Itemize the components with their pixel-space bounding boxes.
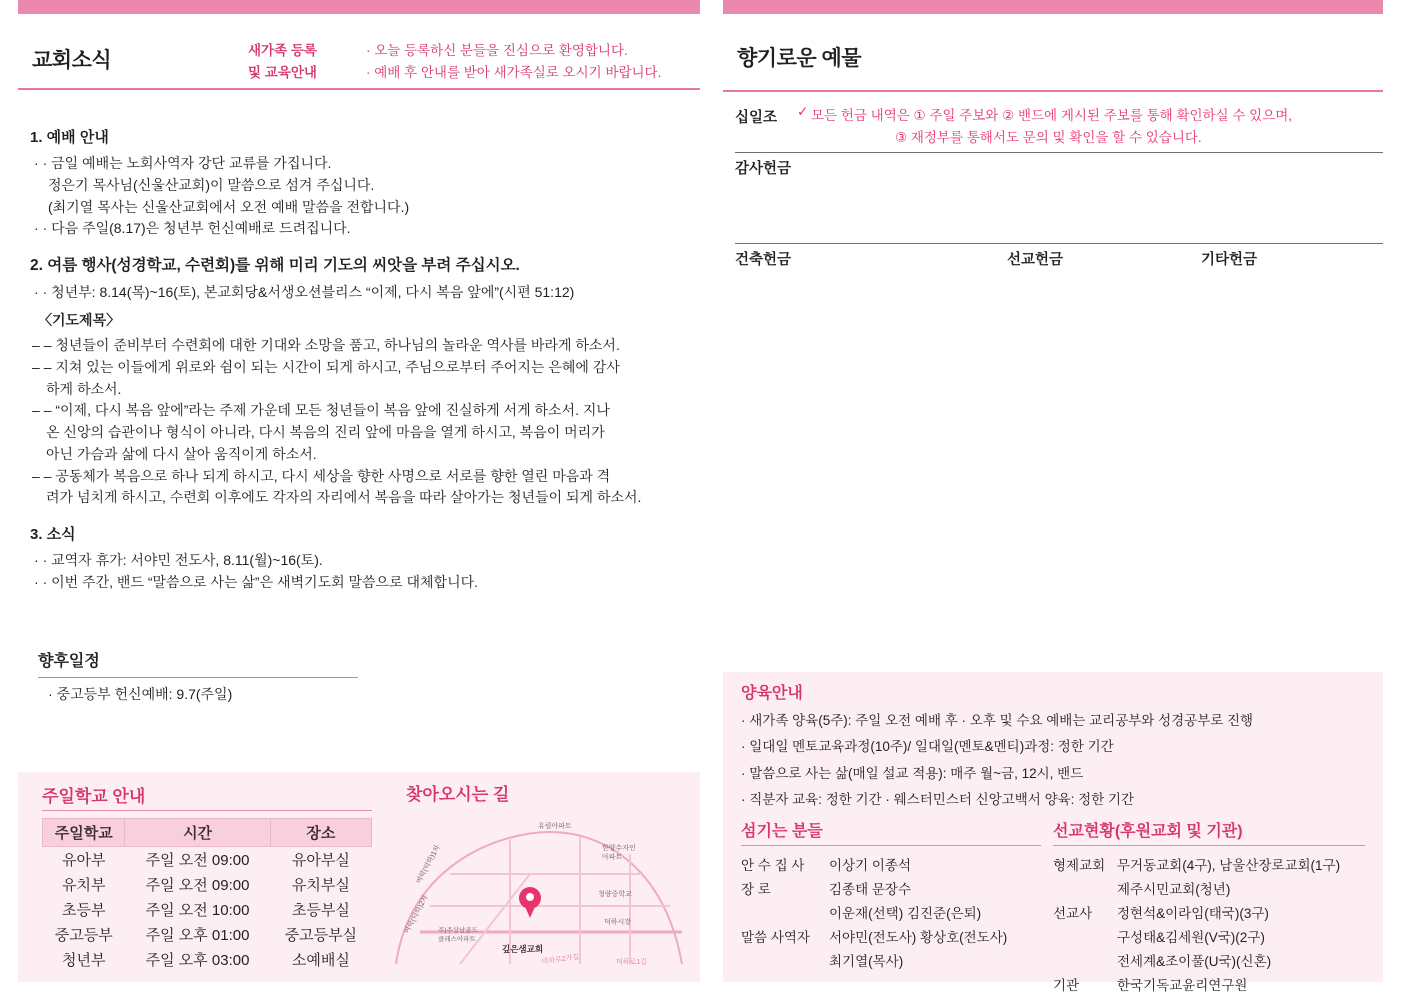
missions-category-blank bbox=[1053, 924, 1117, 948]
location-map bbox=[390, 814, 690, 974]
ledger-label-etc: 기타헌금 bbox=[1201, 252, 1258, 268]
missions-category: 형제교회 bbox=[1053, 858, 1106, 873]
table-row bbox=[43, 847, 372, 873]
servants-section bbox=[741, 818, 1041, 972]
directions-title: 찾아오시는 길 bbox=[406, 785, 510, 804]
table-row bbox=[1053, 972, 1365, 996]
missions-category-blank bbox=[1053, 948, 1117, 972]
table-row bbox=[43, 922, 372, 947]
cell-place: 중고등부실 bbox=[284, 927, 358, 944]
cell-department: 유아부 bbox=[61, 852, 106, 869]
missions-rule bbox=[1053, 845, 1365, 846]
cell-department: 중고등부 bbox=[54, 927, 113, 944]
servants-table bbox=[741, 852, 1041, 972]
missions-value: 한국기독교윤리연구원 bbox=[1117, 978, 1248, 993]
map-label: 덕하시장 bbox=[604, 919, 632, 926]
table-row bbox=[741, 852, 1041, 876]
table-row bbox=[741, 876, 1041, 900]
ledger-row-others bbox=[735, 243, 1383, 334]
prayer-item-cont: 온 신앙의 습관이나 형식이 아니라, 다시 복음의 진리 앞에 마음을 열게 하시고, 복음이 머리가 bbox=[46, 424, 605, 441]
left-body bbox=[30, 112, 690, 594]
section-3-item: · · 교역자 휴가: 서야민 전도사, 8.11(월)~16(토). bbox=[30, 550, 690, 572]
future-schedule-title: 향후일정 bbox=[38, 653, 100, 670]
missions-value: 정현석&이라임(태국)(3구) bbox=[1117, 906, 1269, 921]
map-label: 유림아파트 bbox=[538, 823, 572, 830]
table-row bbox=[741, 948, 1041, 972]
servants-names: 김종태 문장수 bbox=[829, 882, 911, 897]
servants-names: 이운재(선택) 김진준(은퇴) bbox=[829, 906, 982, 921]
map-label: 아파트 bbox=[602, 854, 623, 861]
check-icon: ✓ bbox=[797, 104, 809, 119]
table-row bbox=[1053, 876, 1365, 900]
prayer-item: – – 공동체가 복음으로 하나 되게 하시고, 다시 세상을 향한 사명으로 서로를 향한 열린 마음과 격 bbox=[30, 466, 690, 488]
future-schedule bbox=[38, 648, 358, 704]
right-header-rule bbox=[723, 90, 1383, 92]
ledger-label-thanks: 감사헌금 bbox=[735, 161, 792, 177]
servants-role: 안 수 집 사 bbox=[741, 858, 805, 873]
table-row bbox=[1053, 948, 1365, 972]
col-header-place: 장소 bbox=[270, 819, 371, 847]
sunday-school-title: 주일학교 안내 bbox=[42, 787, 146, 806]
missions-category-blank bbox=[1053, 876, 1117, 900]
col-header-department: 주일학교 bbox=[43, 819, 125, 847]
cell-place: 초등부실 bbox=[291, 902, 350, 919]
cell-department: 유치부 bbox=[61, 877, 106, 894]
servants-names: 서야민(전도사) 황상호(전도사) bbox=[829, 930, 1008, 945]
map-label: 여락(덕하)1차 bbox=[415, 844, 442, 885]
missions-value: 전세계&조이풀(U국)(신혼) bbox=[1117, 954, 1272, 969]
section-1-item: · · 금일 예배는 노회사역자 강단 교류를 가집니다. bbox=[30, 153, 690, 175]
nurture-panel bbox=[723, 672, 1383, 993]
ledger-label-building: 건축헌금 bbox=[735, 252, 792, 268]
ledger-label-mission: 선교헌금 bbox=[1007, 252, 1064, 268]
nurture-item: · 일대일 멘토교육과정(10주)/ 일대일(멘토&멘티)과정: 정한 기간 bbox=[741, 739, 1114, 755]
table-row bbox=[43, 872, 372, 897]
servants-role-blank bbox=[741, 900, 829, 924]
section-1-item: (최기열 목사는 신울산교회에서 오전 예배 말씀을 전합니다.) bbox=[48, 198, 410, 215]
sunday-school-rule bbox=[42, 810, 372, 811]
cell-place: 유아부실 bbox=[291, 852, 350, 869]
map-label: 덕하로1길 bbox=[616, 959, 647, 966]
servants-role: 말씀 사역자 bbox=[741, 930, 810, 945]
map-label: 한양수자인 bbox=[602, 845, 636, 852]
missions-category: 선교사 bbox=[1053, 906, 1093, 921]
tithe-notice-line1: 모든 헌금 내역은 ① 주일 주보와 ② 밴드에 게시된 주보를 통해 확인하실 수 있으며, bbox=[811, 108, 1292, 123]
section-3-item: · · 이번 주간, 밴드 “말씀으로 사는 삶”은 새벽기도회 말씀으로 대체합니다. bbox=[30, 572, 690, 594]
nurture-title: 양육안내 bbox=[741, 685, 803, 702]
section-2-heading: 2. 여름 행사(성경학교, 수련회)를 위해 미리 기도의 씨앗을 부려 주십시오. bbox=[30, 257, 520, 274]
table-row bbox=[1053, 924, 1365, 948]
missions-value: 구성태&김세원(V국)(2구) bbox=[1117, 930, 1265, 945]
servants-role-blank bbox=[741, 948, 829, 972]
ledger-row-thanks bbox=[735, 152, 1383, 243]
table-row bbox=[741, 900, 1041, 924]
prayer-item-cont: 아닌 가슴과 삶에 다시 살아 움직이게 하소서. bbox=[46, 445, 317, 462]
col-header-time: 시간 bbox=[125, 819, 270, 847]
prayer-item-cont: 하게 하소서. bbox=[46, 380, 122, 397]
section-1-item: · · 다음 주일(8.17)은 청년부 헌신예배로 드려집니다. bbox=[30, 218, 690, 240]
missions-section bbox=[1053, 818, 1365, 996]
map-label: 덕하로2가길 bbox=[541, 953, 580, 966]
right-top-bar bbox=[723, 0, 1383, 14]
tithe-label: 십일조 bbox=[735, 110, 778, 126]
cell-time: 주일 오후 03:00 bbox=[145, 952, 250, 969]
page-title-right: 향기로운 예물 bbox=[737, 47, 862, 70]
cell-time: 주일 오전 10:00 bbox=[145, 902, 250, 919]
map-label: 여락(덕하)2차 bbox=[403, 894, 430, 935]
page-title-left: 교회소식 bbox=[32, 49, 112, 72]
table-row bbox=[741, 924, 1041, 948]
missions-category: 기관 bbox=[1053, 978, 1080, 993]
map-label: 클래스아파트 bbox=[438, 936, 476, 943]
map-graphic bbox=[390, 814, 690, 974]
new-family-label: 새가족 등록 및 교육안내 bbox=[248, 43, 317, 80]
prayer-item: – – 청년들이 준비부터 수련회에 대한 기대와 소망을 품고, 하나님의 놀라운 역사를 바라게 하소서. bbox=[30, 335, 690, 357]
future-schedule-rule bbox=[38, 677, 358, 678]
servants-names: 이상기 이종석 bbox=[829, 858, 911, 873]
left-header-rule bbox=[18, 88, 700, 90]
cell-department: 초등부 bbox=[61, 902, 106, 919]
table-row bbox=[43, 897, 372, 922]
section-1-item: 정은기 목사님(신울산교회)이 말씀으로 섬겨 주십니다. bbox=[48, 176, 375, 193]
prayer-item: – – 지쳐 있는 이들에게 위로와 쉼이 되는 시간이 되게 하시고, 주님으로부터 주어지는 은혜에 감사 bbox=[30, 357, 690, 379]
prayer-heading: 〈기도제목〉 bbox=[38, 311, 121, 328]
section-2-item: · · 청년부: 8.14(목)~16(토), 본교회당&서생오션블리스 “이제, 다시 복음 앞에”(시편 51:12) bbox=[30, 282, 690, 304]
cell-time: 주일 오전 09:00 bbox=[145, 852, 250, 869]
servants-names: 최기열(목사) bbox=[829, 954, 904, 969]
map-label: 주)주상남골드 bbox=[438, 927, 478, 934]
nurture-item: · 말씀으로 사는 삶(매일 설교 적용): 매주 월~금, 12시, 밴드 bbox=[741, 765, 1084, 781]
table-row bbox=[43, 947, 372, 972]
map-label: 청량중학교 bbox=[598, 891, 632, 898]
missions-value: 무거동교회(4구), 남울산장로교회(1구) bbox=[1117, 858, 1341, 873]
table-row bbox=[1053, 900, 1365, 924]
servants-title: 섬기는 분들 bbox=[741, 823, 823, 840]
cell-place: 유치부실 bbox=[291, 877, 350, 894]
tithe-notice-line2: ③ 재정부를 통해서도 문의 및 확인을 할 수 있습니다. bbox=[895, 130, 1202, 145]
cell-time: 주일 오전 09:00 bbox=[145, 877, 250, 894]
cell-time: 주일 오후 01:00 bbox=[145, 927, 250, 944]
sunday-school-panel bbox=[18, 772, 700, 982]
nurture-item: · 새가족 양육(5주): 주일 오전 예배 후 · 오후 및 수요 예배는 교리공부와 성경공부로 진행 bbox=[741, 713, 1254, 728]
servants-role: 장 로 bbox=[741, 882, 771, 897]
new-family-text: · 오늘 등록하신 분들을 진심으로 환영합니다. · 예배 후 안내를 받아 새가족실로 오시기 바랍니다. bbox=[366, 43, 662, 80]
cell-place: 소예배실 bbox=[291, 952, 350, 969]
map-label-church: 깊은샘교회 bbox=[502, 944, 544, 954]
nurture-list bbox=[741, 708, 1365, 813]
future-schedule-item: · 중고등부 헌신예배: 9.7(주일) bbox=[48, 686, 233, 702]
section-3-heading: 3. 소식 bbox=[30, 525, 76, 543]
missions-value: 제주시민교회(청년) bbox=[1117, 882, 1231, 897]
section-1-heading: 1. 예배 안내 bbox=[30, 129, 109, 146]
prayer-item-cont: 려가 넘치게 하시고, 수련회 이후에도 각자의 자리에서 복음을 따라 살아가는 청년들이 되게 하소서. bbox=[46, 489, 642, 506]
missions-title: 선교현황(후원교회 및 기관) bbox=[1053, 823, 1243, 840]
prayer-item: – – “이제, 다시 복음 앞에”라는 주제 가운데 모든 청년들이 복음 앞에 진실하게 서게 하소서. 지나 bbox=[30, 400, 690, 422]
servants-rule bbox=[741, 845, 1041, 846]
sunday-school-table bbox=[42, 818, 372, 972]
table-row bbox=[1053, 852, 1365, 876]
nurture-item: · 직분자 교육: 정한 기간 · 웨스터민스터 신앙고백서 양육: 정한 기간 bbox=[741, 791, 1135, 807]
table-header-row bbox=[43, 819, 372, 847]
left-top-bar bbox=[18, 0, 700, 14]
cell-department: 청년부 bbox=[61, 952, 106, 969]
offering-ledger bbox=[735, 152, 1383, 334]
missions-table bbox=[1053, 852, 1365, 996]
